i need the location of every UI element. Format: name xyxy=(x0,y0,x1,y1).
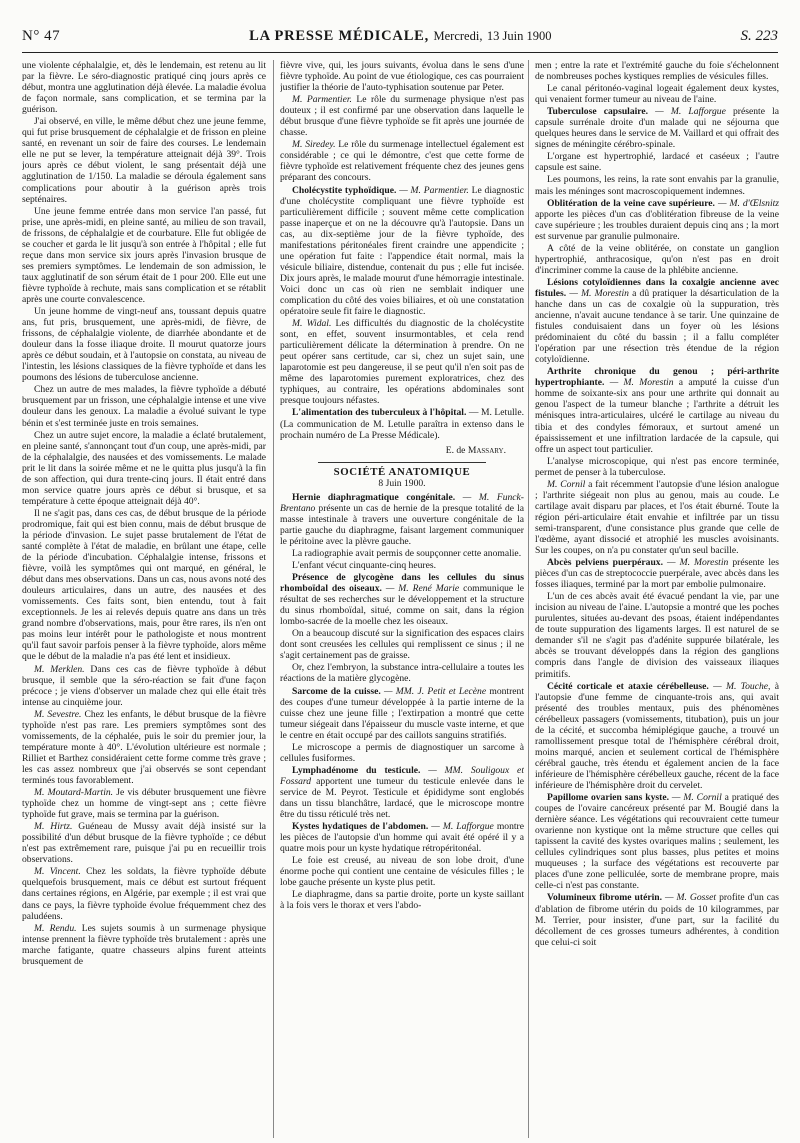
entry-heading: Oblitération de la veine cave supérieure. xyxy=(547,197,715,209)
paragraph-text: La radiographie avait permis de soupçonner cette anomalie. xyxy=(292,547,522,559)
paragraph xyxy=(280,855,524,888)
signature-initial: E. de xyxy=(445,444,468,456)
paragraph xyxy=(280,548,524,559)
paragraph-text: une violente céphalalgie, et, dès le lendemain, est retenu au lit par la fièvre. Le séro-diagnostic pratiqué cinq jours après ce début, montra une agglutination déjà élevée. La maladie évolua de façon normale, sans complication, et se termina par la guérison. xyxy=(22,60,266,116)
paragraph-text: J'ai observé, en ville, le même début chez une jeune femme, qui fut prise brusquement de céphalalgie et de frisson en pleine santé, en revenant un soir de faire des courses. Le lendemain elle ne put se lever, la température atteignait déjà 39°. Trois jours après ce début violent, le sang présentait déjà une agglutination de 1/150. La maladie se déroula également sans complications pour aboutir à la guérison après trois septénaires. xyxy=(22,116,266,205)
entry-heading: Lymphadénome du testicule. xyxy=(292,764,421,776)
paragraph xyxy=(280,742,524,764)
paragraph-text: Une jeune femme entrée dans mon service l'an passé, fut prise, une après-midi, en pleine santé, au milieu de son travail, de frissons, de céphalalgie et de courbature. Elle fut obligée de se coucher et garda le lit jusqu'à son entrée à l'hôpital ; elle fut reçue dans mon service six jours après l'invasion brusque de ses premiers symptômes. Le lendemain de son admission, le taux agglutinatif de son sérum était de 1 pour 200. Elle eut une fièvre typhoïde à rechute, mais sans complication et se rétablit après une courte convalescence. xyxy=(22,205,266,305)
signature-name: Massary. xyxy=(467,444,506,456)
speaker-name: M. Sevestre. xyxy=(34,708,82,720)
paragraph xyxy=(280,821,524,854)
paragraph-text: communique le résultat de ses recherches sur le développement et la structure du sinus rhomboïdal, situé, comme on sait, dans la région lombo-sacrée de la moelle chez les oiseaux. xyxy=(280,583,524,628)
paragraph xyxy=(22,709,266,786)
entry-heading: Présence de glycogène dans les cellules du sinus rhomboïdal des oiseaux. xyxy=(280,572,524,595)
paragraph xyxy=(280,628,524,661)
speaker-name: M. Widal. xyxy=(292,318,332,330)
paragraph-text: Je vis débuter brusquement une fièvre typhoïde chez un homme de vingt-sept ans ; cette fièvre typhoïde fut grave, mais se termina par la guérison. xyxy=(22,787,266,821)
paragraph-text: Le diaphragme, dans sa partie droite, porte un kyste saillant à la fois vers le thorax et vers l'abdo- xyxy=(280,889,524,912)
entry-author: — M. Gosset xyxy=(662,892,717,904)
paragraph xyxy=(280,94,524,138)
paragraph xyxy=(22,430,266,507)
paragraph xyxy=(280,407,524,440)
paragraph-text: Il ne s'agit pas, dans ces cas, de début brusque de la période prodromique, fait qui est bien connu, mais de début brusque de la période d'invasion. Le sujet passe brutalement de l'état de santé complète à l'état de maladie, en brûlant une étape, celle de la période d'incubation. Céphalalgie intense, frissons et fièvre, voilà les symptômes qui ont marqué, en général, le début dans mes observations. Dans un cas, nous avons noté des douleurs articulaires, dans un autre, des nausées et des vomissements. Ces faits sont, bien entendu, tout à fait exceptionnels. Je les ai relevés depuis quatre ans dans un très grand nombre d'observations, mais, pour être rares, ils n'en ont pas moins leur intérêt pour le pathologiste et nous montrent qu'il faut savoir parfois penser à la fièvre typhoïde, alors même que le début de la maladie n'a pas été lent et insidieux. xyxy=(22,507,266,663)
paragraph xyxy=(280,560,524,571)
speaker-name: M. Siredey. xyxy=(292,139,336,151)
entry-heading: Cholécystite typhoïdique. xyxy=(292,184,397,196)
paragraph-text: fièvre vive, qui, les jours suivants, évolua dans le sens d'une fièvre typhoïde. Au point de vue étiologique, ces cas pourraient justifier la théorie de l'auto-typhisation soutenue par Peter. xyxy=(280,60,524,94)
paragraph-text: présente la capsule surrénale droite d'un malade qui ne séjourna que quelques heures dans le service de M. Vaillard et qui offrait des signes de méningite cérébro-spinale. xyxy=(535,106,779,151)
entry-heading: Abcès pelviens puerpéraux. xyxy=(547,557,663,569)
paragraph-text: Chez un autre de mes malades, la fièvre typhoïde a débuté brusquement par un frisson, une céphalalgie intense et une vive douleur dans les genoux. La maladie a évolué suivant le type bénin et s'est terminée juste en trois semaines. xyxy=(22,384,266,429)
journal-title: LA PRESSE MÉDICALE, xyxy=(249,28,430,44)
speaker-name: M. Hirtz. xyxy=(34,821,73,833)
paragraph xyxy=(535,277,779,365)
section-rule xyxy=(318,462,486,463)
paragraph-text: Le microscope a permis de diagnostiquer un sarcome à cellules fusiformes. xyxy=(280,741,524,764)
paragraph xyxy=(535,174,779,196)
paragraph-text: profite d'un cas d'ablation de fibrome utérin du poids de 10 kilogrammes, par M. Terrier, pour insister, d'une part, sur la facilité du décollement de ces grosses tumeurs adhérentes, à condition que celui-ci soit xyxy=(535,892,779,948)
paragraph-text: L'analyse microscopique, qui n'est pas encore terminée, permet de penser à la tuberculose. xyxy=(535,455,779,478)
paragraph xyxy=(535,151,779,173)
paragraph xyxy=(535,892,779,947)
paragraph xyxy=(535,681,779,791)
paragraph xyxy=(280,889,524,911)
paragraph-text: L'organe est hypertrophié, lardacé et caséeux ; l'autre capsule est saine. xyxy=(535,151,779,174)
issue-date: 13 Juin 1900 xyxy=(486,29,552,43)
paragraph xyxy=(280,60,524,93)
entry-author: — M. d'Œlsnitz xyxy=(714,197,779,209)
paragraph-text: Le diagnostic d'une cholécystite compliquant une fièvre typhoïde est particulièrement difficile ; souvent même cette complication passe inaperçue et on ne la découvre qu'à l'autopsie. Dans un cas, au dix-septième jour de la fièvre typhoïde, des manifestations péritonéales firent craindre une appendicite ; une opération fut faite : l'appendice était normal, mais la vésicule biliaire, distendue, contenait du pus ; elle fut incisée. Dix jours après, le malade mourut d'une hémorragie intestinale. Voici donc un cas où rien ne semblait indiquer une complication du côté des voies biliaires, et où une constatation opératoire seule fit faire le diagnostic. xyxy=(280,184,524,318)
paragraph xyxy=(280,139,524,183)
entry-author: — MM. Souligoux et Fossard xyxy=(280,764,524,787)
paragraph xyxy=(535,557,779,590)
paragraph xyxy=(280,662,524,684)
paragraph xyxy=(280,185,524,318)
paragraph-text: montrent des coupes d'une tumeur développée à la partie interne de la cuisse chez une jeune fille ; l'extirpation a montré que cette tumeur siégeait dans l'épaisseur du muscle vaste interne, et que le centre en était occupé par des caillots sanguins stratifiés. xyxy=(280,685,524,741)
paragraph-text: apporte les pièces d'un cas d'oblitération fibreuse de la veine cave supérieure ; les troubles duraient depuis cinq ans ; la mort est survenue par granulie pulmonaire. xyxy=(535,208,779,242)
paragraph xyxy=(535,456,779,478)
column-divider xyxy=(528,60,529,1138)
paragraph-text: a dû pratiquer la désarticulation de la hanche dans un cas de coxalgie où la suppuration, très ancienne, n'avait aucune tendance à se tarir. Une quinzaine de fistules conduisaient dans un foyer où les lésions prédominaient du côté du bassin ; il a fallu compléter l'opération par une résection très étendue de la région cotyloïdienne. xyxy=(535,287,779,366)
paragraph-text: L'un de ces abcès avait été évacué pendant la vie, par une incision au niveau de l'aine. L'autopsie a montré que les poches purulentes, situées au-devant des psoas, étaient indépendantes de toute suppuration des ligaments larges. Il est naturel de se demander s'il ne s'agit pas d'adénite suppurée bilatérale, les abcès se trouvant développés dans la région des ganglions compris dans l'angle de division des vaisseaux iliaques primitifs. xyxy=(535,591,779,680)
entry-heading: Papillome ovarien sans kyste. xyxy=(547,792,670,804)
paragraph-text: Guéneau de Mussy avait déjà insisté sur la possibilité d'un début brusque de la fièvre typhoïde ; ce début n'est pas extrêmement rare, puisque j'ai pu en recueillir trois observations. xyxy=(22,821,266,866)
paragraph-text: Chez les soldats, la fièvre typhoïde débute quelquefois brusquement, mais ce début est surtout fréquent dans certaines régions, en Algérie, par exemple ; il est vrai que dans ce pays, la fièvre typhoïde évolue fréquemment chez des paludéens. xyxy=(22,866,266,922)
paragraph-text: men ; entre la rate et l'extrémité gauche du foie s'échelonnent de nombreuses poches kystiques remplies de vésicules filles. xyxy=(535,60,779,83)
entry-heading: Volumineux fibrome utérin. xyxy=(547,892,663,904)
entry-heading: Tuberculose capsulaire. xyxy=(547,106,649,118)
paragraph xyxy=(22,306,266,383)
column-2-top xyxy=(280,60,524,441)
paragraph-text: Chez un autre sujet encore, la maladie a éclaté brutalement, en pleine santé, s'annonçant tout d'un coup, une après-midi, par de la céphalalgie, des nausées et des vomissements. Le malade prit le lit dans la soirée même et ne le quitta plus jusqu'à la fin de son affection, qui dura trente-cinq jours. Il était entré dans mon service quatre jours après ce début si brusque, et sa température à cette époque atteignait déjà 40°. xyxy=(22,429,266,507)
paragraph-text: présente un cas de hernie de la presque totalité de la masse intestinale à travers une ouverture congénitale de la partie gauche du diaphragme, faisant largement communiquer le péritoine avec la plèvre gauche. xyxy=(280,502,524,547)
paragraph-text: Un jeune homme de vingt-neuf ans, toussant depuis quatre ans, fut pris, brusquement, une après-midi, de fièvre, de frissons, de céphalalgie violente, de diarrhée abondante et de douleur dans la fosse iliaque droite. Il mourut quatorze jours après ce début soudain, et à l'autopsie on constata, au niveau de l'intestin, les lésions classiques de la fièvre typhoïde et dans les poumons des lésions de tuberculose ancienne. xyxy=(22,306,266,384)
paragraph xyxy=(22,60,266,115)
paragraph-text: Le rôle du surmenage physique n'est pas douteux ; il est confirmé par une observation dans laquelle le début brusque d'une fièvre typhoïde se fit après une journée de chasse. xyxy=(280,94,524,139)
paragraph xyxy=(22,508,266,663)
paragraph xyxy=(22,384,266,428)
entry-author: — M. Morestin xyxy=(604,377,674,389)
paragraph xyxy=(280,765,524,820)
paragraph-text: montre les pièces de l'autopsie d'un homme qui avait été opéré il y a quatre mois pour un kyste hydatique rétropéritonéal. xyxy=(280,821,524,855)
column-2-bottom xyxy=(280,492,524,912)
paragraph xyxy=(535,106,779,150)
entry-author: — M. Lafforgue xyxy=(428,821,494,833)
paragraph xyxy=(535,591,779,679)
paragraph-text: a amputé la cuisse d'un homme de soixante-six ans pour une arthrite qui donnait au genou l'aspect de la tumeur blanche ; l'arthrite a détruit les ménisques intra-articulaires, ulcéré le cartilage au niveau du tibia et des condyles fémoraux, et surtout amené un épaississement et une infiltration lardacée de la capsule, qui offre un aspect tout particulier. xyxy=(535,377,779,455)
paragraph-text: Les poumons, les reins, la rate sont envahis par la granulie, mais les méninges sont macroscopiquement indemnes. xyxy=(535,174,779,197)
paragraph-text: — M. Letulle. (La communication de M. Letulle paraîtra in extenso dans le prochain numéro de La Presse Médicale). xyxy=(280,407,524,441)
paragraph-text: L'enfant vécut cinquante-cinq heures. xyxy=(292,560,436,572)
speaker-name: M. Cornil xyxy=(547,478,586,490)
entry-heading: L'alimentation des tuberculeux à l'hôpital. xyxy=(292,407,467,419)
paragraph xyxy=(22,821,266,865)
paragraph xyxy=(280,318,524,406)
paragraph-text: Dans ces cas de fièvre typhoïde à début brusque, il semble que la séro-réaction se fait d'une façon précoce ; je viens d'observer un malade chez qui elle était très intense au cinquième jour. xyxy=(22,663,266,708)
entry-heading: Cécité corticale et ataxie cérébelleuse. xyxy=(547,680,709,692)
paragraph-text: Le foie est creusé, au niveau de son lobe droit, d'une énorme poche qui contient une centaine de vésicules filles ; le lobe gauche présente un kyste plus petit. xyxy=(280,855,524,889)
issue-day: Mercredi, xyxy=(433,29,483,43)
paragraph xyxy=(22,923,266,967)
speaker-name: M. Parmentier. xyxy=(292,94,352,106)
paragraph-text: Les sujets soumis à un surmenage physique intense prennent la fièvre typhoïde très brutalement : après une marche fatigante, quatre chasseurs alpins furent atteints brusquement de xyxy=(22,922,266,967)
paragraph-text: a fait récemment l'autopsie d'une lésion analogue ; l'arthrite siégeait non plus au genou, mais au coude. Le cartilage avait disparu par places, et l'os était éburné. Toute la région péri-articulaire était envahie et infiltrée par un tissu semi-transparent, d'une consistance plus grande que celle de l'œdème, ayant dissocié et atrophié les muscles avoisinants. Sur les coupes, on n'a pu constater qu'un seul bacille. xyxy=(535,478,779,557)
paragraph xyxy=(535,198,779,242)
paragraph xyxy=(535,366,779,454)
paragraph xyxy=(280,492,524,547)
column-2 xyxy=(280,60,524,1138)
column-divider xyxy=(273,60,274,1138)
issue-number: N° 47 xyxy=(22,28,61,44)
paragraph-text: Le canal péritonéo-vaginal logeait également deux kystes, qui venaient former tumeur au niveau de l'aine. xyxy=(535,83,779,106)
speaker-name: M. Vincent. xyxy=(34,866,81,878)
author-signature xyxy=(280,445,506,456)
speaker-name: M. Rendu. xyxy=(34,922,77,934)
paragraph xyxy=(535,479,779,556)
section-title: SOCIÉTÉ ANATOMIQUE xyxy=(333,465,471,478)
page-reference: S. 223 xyxy=(740,28,778,44)
paragraph xyxy=(280,686,524,741)
entry-author: — M. Morestin xyxy=(566,287,629,299)
paragraph xyxy=(22,664,266,708)
entry-heading: Arthrite chronique du genou ; péri-arthrite hypertrophiante. xyxy=(535,366,779,389)
entry-author: — M. Cornil xyxy=(669,792,722,804)
paragraph xyxy=(535,792,779,891)
paragraph-text: Chez les enfants, le début brusque de la fièvre typhoïde n'est pas rare. Les premiers symptômes sont des vomissements, de la céphalée, puis le soir du premier jour, la température monte à 40°. L'évolution ultérieure est normale ; Rilliet et Barthez considéraient cette forme comme très grave ; les cas assez nombreux que j'ai observés se sont cependant terminés tous favorablement. xyxy=(22,708,266,786)
paragraph xyxy=(535,60,779,82)
entry-heading: Hernie diaphragmatique congénitale. xyxy=(292,491,456,503)
speaker-name: M. Moutard-Martin. xyxy=(34,787,114,799)
entry-heading: Lésions cotyloïdiennes dans la coxalgie ancienne avec fistules. xyxy=(535,276,779,299)
entry-heading: Sarcome de la cuisse. xyxy=(292,685,381,697)
entry-author: — M. Funck-Brentano xyxy=(280,491,524,514)
paragraph-text: Or, chez l'embryon, la substance intra-cellulaire a toutes les réactions de la matière glycogène. xyxy=(280,662,524,685)
entry-author: — MM. J. Petit et Lecène xyxy=(380,685,487,697)
entry-author: — M. Lafforgue xyxy=(648,106,726,118)
paragraph xyxy=(535,243,779,276)
speaker-name: M. Merklen. xyxy=(34,663,85,675)
paragraph-text: a pratiqué des coupes de l'ovaire cancéreux présenté par M. Bougié dans la dernière séance. Les végétations qui recouvraient cette tumeur ovarienne non kystique ont la même structure que celles qui tapissent la cavité des kystes ovariques malins ; seulement, les cellules cylindriques sont plus basses, plus petites et moins muqueuses ; la surface des végétations est recouverte par places d'une zone pelliculée, sorte de membrane propre, mais celle-ci n'est pas constante. xyxy=(535,792,779,892)
entry-author: — M. Morestin xyxy=(663,557,729,569)
paragraph xyxy=(535,83,779,105)
paragraph-text: apportent une tumeur du testicule enlevée dans le service de M. Peyrot. Testicule et épididyme sont englobés dans un tissu blanchâtre, lardacé, que le microscope montre être du tissu réticulé très net. xyxy=(280,775,524,821)
journal-title-line xyxy=(249,28,551,45)
header-rule xyxy=(22,52,778,53)
section-date: 8 Juin 1900. xyxy=(378,477,426,489)
paragraph-text: à l'autopsie d'une femme de cinquante-trois ans, qui avait présenté des troubles mentaux, puis des phénomènes cérébelleux passagers (vomissements, titubation), puis un jour de la cécité, et succomba hémiplégique gauche, a trouvé un ramollissement presque total de l'hémisphère cérébral droit, moins marqué, ancien et seulement cortical de l'hémisphère cérébral gauche, très étendu et également ancien de la face inférieure de l'hémisphère cérébelleux gauche, récent de la face inférieure de l'hémisphère droit du cervelet. xyxy=(535,680,779,791)
column-3 xyxy=(535,60,779,1138)
paragraph xyxy=(22,116,266,204)
entry-heading: Kystes hydatiques de l'abdomen. xyxy=(292,821,429,833)
paragraph-text: On a beaucoup discuté sur la signification des espaces clairs dont sont creusées les cellules qui remplissent ce sinus ; il ne s'agit certainement pas de graisse. xyxy=(280,628,524,662)
paragraph xyxy=(22,866,266,921)
entry-author: — M. René Marie xyxy=(381,583,460,595)
page-header xyxy=(22,28,778,50)
paragraph xyxy=(22,787,266,820)
paragraph-text: Le rôle du surmenage intellectuel également est considérable ; ce qui le démontre, c'est que cette forme de fièvre typhoïde est relativement fréquente chez des jeunes gens préparant des concours. xyxy=(280,139,524,184)
entry-author: — M. Touche, xyxy=(708,680,771,692)
paragraph-text: A côté de la veine oblitérée, on constate un ganglion hypertrophié, anthracosique, qu'on n'est pas en droit d'incriminer comme la cause de la phlébite ancienne. xyxy=(535,242,779,276)
paragraph xyxy=(280,572,524,627)
paragraph-text: Les difficultés du diagnostic de la cholécystite sont, en effet, souvent insurmontables, et cela rend particulièrement délicate la détermination à prendre. On ne peut opérer sans certitude, car si, chez un sujet sain, une laparotomie est peu dangereuse, il se peut qu'il n'en soit pas de même des laparotomies purement exploratrices, chez des typhiques, au contraire, les opérations abdominales sont presque toujours néfastes. xyxy=(280,318,524,407)
paragraph xyxy=(22,206,266,305)
paragraph-text: présente les pièces d'un cas de streptococcie puerpérale, avec abcès dans les fosses iliaques, terminé par la mort par embolie pulmonaire. xyxy=(535,557,779,591)
column-1 xyxy=(22,60,266,1138)
entry-author: — M. Parmentier. xyxy=(396,184,469,196)
